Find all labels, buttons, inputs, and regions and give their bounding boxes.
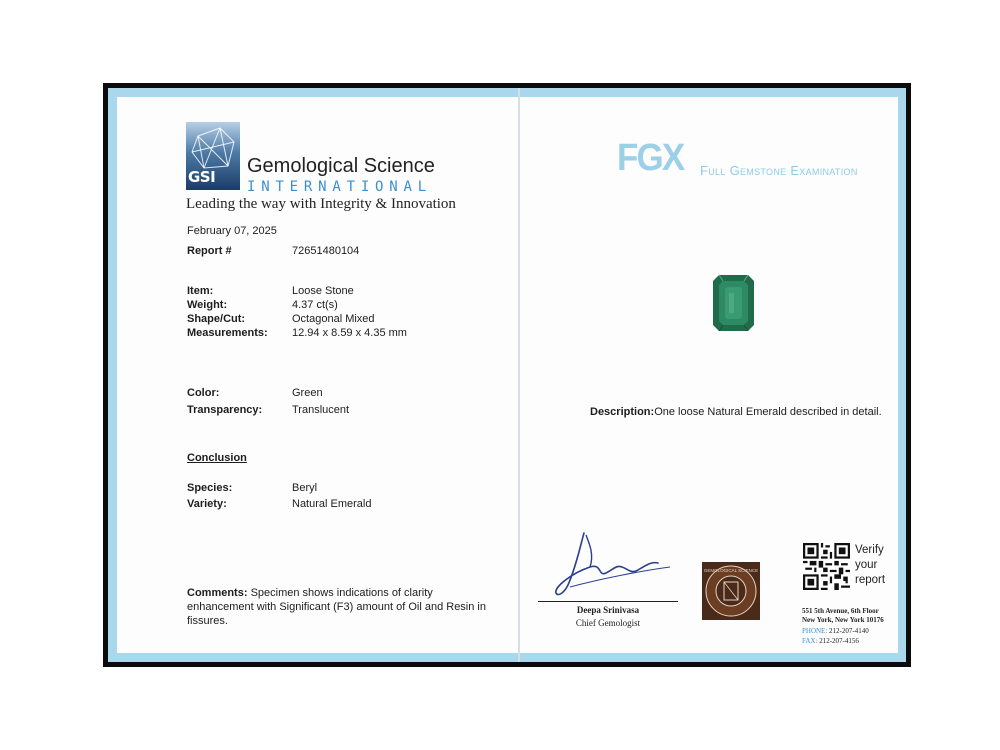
gsi-seal-icon — [702, 562, 760, 620]
fax-line — [802, 636, 869, 646]
verify-line-2: your — [855, 559, 878, 571]
verify-line-3: report — [855, 574, 886, 586]
brand-name-international: INTERNATIONAL — [247, 179, 432, 195]
color-label: Color: — [187, 387, 220, 399]
phone-label: PHONE: — [802, 627, 828, 635]
address — [802, 607, 884, 625]
comments — [187, 586, 497, 628]
report-number-label: Report # — [187, 245, 232, 257]
transparency-value: Translucent — [292, 404, 350, 416]
certificate-border-band — [108, 88, 906, 662]
comments-label: Comments: — [187, 587, 248, 599]
weight-label: Weight: — [187, 299, 228, 311]
phone-line — [802, 626, 869, 636]
species-value: Beryl — [292, 482, 318, 494]
emerald-stone-icon — [713, 275, 754, 331]
measurements-value: 12.94 x 8.59 x 4.35 mm — [292, 327, 407, 339]
signature — [550, 527, 680, 599]
shape-cut-value: Octagonal Mixed — [292, 313, 375, 325]
verify-report-link[interactable] — [855, 543, 885, 588]
verify-line-1: Verify — [855, 544, 884, 556]
item-value: Loose Stone — [292, 285, 354, 297]
description-label: Description: — [590, 406, 655, 418]
fgx-logo: FGX — [617, 137, 684, 179]
report-date: February 07, 2025 — [187, 225, 277, 237]
report-number-value: 72651480104 — [292, 245, 360, 257]
signature-line — [538, 601, 678, 602]
gsi-logo — [186, 122, 240, 190]
svg-text:GEMOLOGICAL SCIENCE: GEMOLOGICAL SCIENCE — [703, 568, 759, 573]
species-label: Species: — [187, 482, 233, 494]
fgx-subtitle: Full Gemstone Examination — [700, 163, 858, 178]
signatory-title: Chief Gemologist — [575, 618, 641, 628]
brand-name: Gemological Science — [247, 155, 435, 177]
comments-text: Specimen shows indications of clarity enhancement with Significant (F3) amount of Oil and Resin in fissures. — [187, 587, 486, 627]
logo-letters: GSI — [188, 168, 216, 186]
variety-label: Variety: — [187, 498, 227, 510]
fax-value: 212-207-4156 — [819, 637, 859, 645]
transparency-label: Transparency: — [187, 404, 263, 416]
address-line-2: New York, New York 10176 — [802, 616, 884, 624]
tagline: Leading the way with Integrity & Innovation — [186, 196, 456, 212]
report-panel-left — [117, 97, 518, 653]
phone-value: 212-207-4140 — [829, 627, 869, 635]
description-value: One loose Natural Emerald described in detail. — [654, 406, 882, 418]
report-panel-right — [520, 97, 898, 653]
description — [590, 406, 882, 418]
signatory-name: Deepa Srinivasa — [576, 605, 640, 615]
contact — [802, 626, 869, 646]
color-value: Green — [292, 387, 323, 399]
address-line-1: 551 5th Avenue, 6th Floor — [802, 607, 879, 615]
certificate-frame — [103, 83, 911, 667]
item-label: Item: — [187, 285, 214, 297]
fax-label: FAX: — [802, 637, 818, 645]
conclusion-heading: Conclusion — [187, 452, 247, 464]
weight-value: 4.37 ct(s) — [292, 299, 338, 311]
shape-cut-label: Shape/Cut: — [187, 313, 246, 325]
measurements-label: Measurements: — [187, 327, 268, 339]
qr-code-icon[interactable] — [803, 543, 850, 590]
variety-value: Natural Emerald — [292, 498, 372, 510]
